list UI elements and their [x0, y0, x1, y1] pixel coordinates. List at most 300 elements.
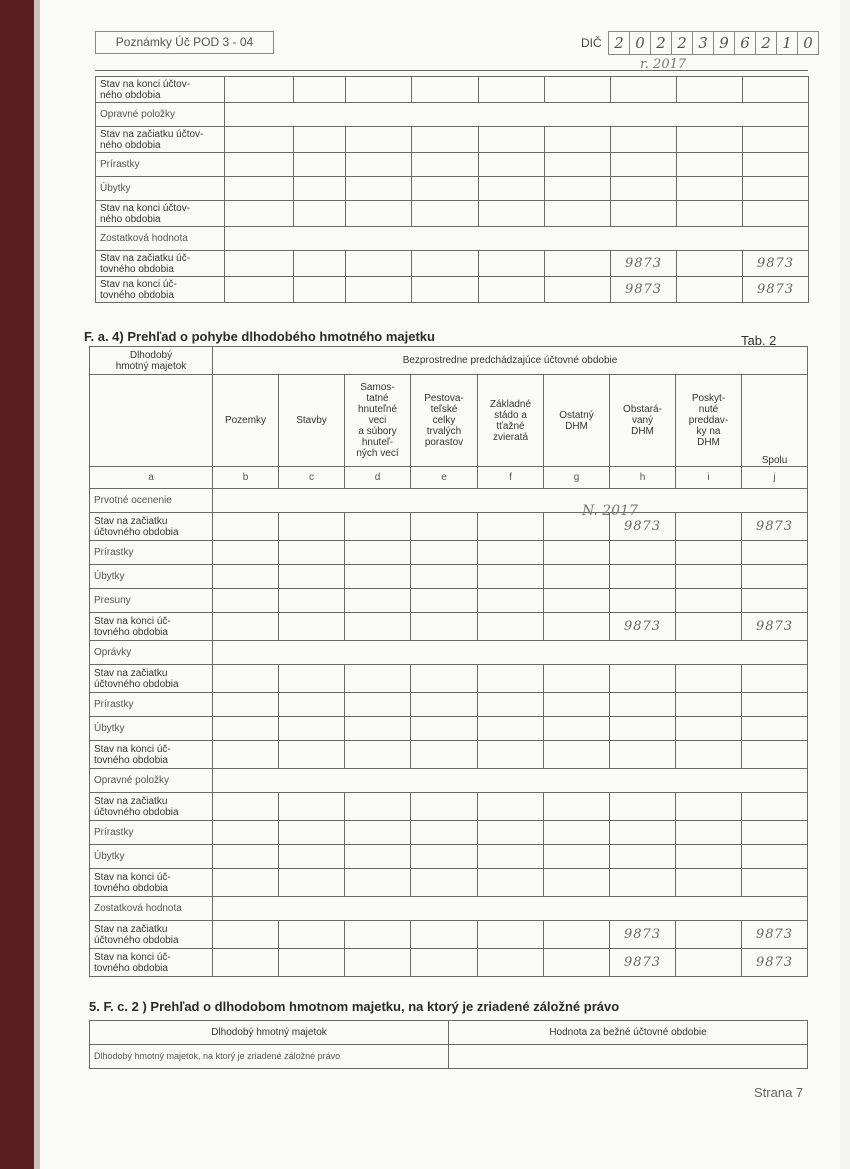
- cell-c[interactable]: [279, 589, 345, 613]
- cell-d[interactable]: [345, 513, 411, 541]
- cell-d[interactable]: [346, 277, 412, 303]
- cell-c[interactable]: [279, 845, 345, 869]
- cell-g[interactable]: [544, 565, 610, 589]
- table-row: [90, 769, 808, 793]
- cell-c[interactable]: [279, 793, 345, 821]
- row-label: Úbytky: [90, 717, 213, 741]
- dic-digit-box[interactable]: 0: [629, 31, 651, 55]
- cell-i[interactable]: [676, 949, 742, 977]
- cell-f[interactable]: [478, 845, 544, 869]
- cell-j[interactable]: [742, 793, 808, 821]
- column-letter: h: [610, 467, 676, 489]
- cell-d[interactable]: [345, 565, 411, 589]
- cell-d[interactable]: [345, 665, 411, 693]
- cell-j[interactable]: [743, 201, 809, 227]
- cell-g[interactable]: [545, 277, 611, 303]
- cell-d[interactable]: [346, 251, 412, 277]
- period-header: Bezprostredne predchádzajúce účtovné obdobie: [213, 347, 808, 375]
- cell-c[interactable]: [294, 77, 346, 103]
- row-label: Stav na začiatku účtov- ného obdobia: [96, 127, 225, 153]
- column-header-row: [90, 375, 808, 467]
- cell-b[interactable]: [213, 541, 279, 565]
- dic-label: DIČ: [581, 36, 602, 50]
- cell-f[interactable]: [478, 665, 544, 693]
- cell-c[interactable]: [279, 565, 345, 589]
- cell-g[interactable]: [544, 613, 610, 641]
- cell-g[interactable]: [545, 177, 611, 201]
- cell-h[interactable]: 9873: [610, 613, 676, 641]
- column-header: Samos- tatné hnuteľné veci a súbory hnuteľ- ných vecí: [345, 375, 411, 467]
- cell-f[interactable]: [479, 77, 545, 103]
- cell-b[interactable]: [213, 845, 279, 869]
- pledge-table: [89, 1020, 808, 1069]
- cell-c[interactable]: [279, 921, 345, 949]
- cell-b[interactable]: [213, 821, 279, 845]
- cell-f[interactable]: [478, 821, 544, 845]
- column-letter: a: [90, 467, 213, 489]
- tab-label: Tab. 2: [741, 333, 777, 348]
- cell-i[interactable]: [676, 921, 742, 949]
- cell-b[interactable]: [225, 77, 294, 103]
- cell-e[interactable]: [411, 821, 478, 845]
- cell-h[interactable]: [610, 541, 676, 565]
- cell-f[interactable]: [479, 251, 545, 277]
- cell-d[interactable]: [345, 741, 411, 769]
- cell-c[interactable]: [294, 153, 346, 177]
- cell-c[interactable]: [279, 541, 345, 565]
- cell-j[interactable]: [742, 717, 808, 741]
- table-row: [90, 717, 808, 741]
- cell-c[interactable]: [279, 513, 345, 541]
- table-row: [90, 921, 808, 949]
- cell-g[interactable]: [545, 251, 611, 277]
- table-row: [90, 845, 808, 869]
- cell-d[interactable]: [345, 921, 411, 949]
- cell-e[interactable]: [412, 277, 479, 303]
- table-row: [96, 277, 809, 303]
- table-row: [96, 103, 809, 127]
- cell-f[interactable]: [478, 949, 544, 977]
- pledge-col2-header: Hodnota za bežné účtovné obdobie: [449, 1021, 808, 1045]
- cell-g[interactable]: [544, 541, 610, 565]
- binding-edge: [0, 0, 34, 1169]
- cell-f[interactable]: [478, 717, 544, 741]
- cell-i[interactable]: [676, 541, 742, 565]
- table-row: [90, 613, 808, 641]
- cell-h[interactable]: [610, 665, 676, 693]
- column-letter: f: [478, 467, 544, 489]
- table-row: [90, 869, 808, 897]
- cell-b[interactable]: [213, 869, 279, 897]
- cell-f[interactable]: [478, 513, 544, 541]
- cell-i[interactable]: [676, 613, 742, 641]
- cell-d[interactable]: [346, 153, 412, 177]
- cell-i[interactable]: [676, 513, 742, 541]
- cell-d[interactable]: [346, 201, 412, 227]
- cell-c[interactable]: [279, 821, 345, 845]
- cell-b[interactable]: [225, 127, 294, 153]
- cell-e[interactable]: [412, 177, 479, 201]
- cell-f[interactable]: [479, 201, 545, 227]
- cell-h[interactable]: [611, 201, 677, 227]
- cell-h[interactable]: [610, 845, 676, 869]
- cell-i[interactable]: [676, 845, 742, 869]
- table-row: [90, 489, 808, 513]
- cell-g[interactable]: [544, 717, 610, 741]
- cell-b[interactable]: [213, 793, 279, 821]
- cell-g[interactable]: [544, 693, 610, 717]
- column-header: Pestova- teľské celky trvalých porastov: [411, 375, 478, 467]
- table-row: [96, 127, 809, 153]
- cell-d[interactable]: [345, 869, 411, 897]
- cell-h[interactable]: [610, 693, 676, 717]
- cell-d[interactable]: [345, 845, 411, 869]
- row-label: Stav na začiatku účtovného obdobia: [90, 921, 213, 949]
- cell-j[interactable]: [742, 665, 808, 693]
- dic-digit-box[interactable]: 2: [755, 31, 777, 55]
- header-divider: [95, 70, 808, 71]
- cell-i[interactable]: [677, 153, 743, 177]
- cell-c[interactable]: [294, 251, 346, 277]
- cell-b[interactable]: [213, 513, 279, 541]
- cell-i[interactable]: [676, 869, 742, 897]
- section-row-fill: [225, 103, 809, 127]
- cell-g[interactable]: [545, 127, 611, 153]
- cell-h[interactable]: [611, 177, 677, 201]
- row-label: Stav na začiatku účtovného obdobia: [90, 513, 213, 541]
- cell-j[interactable]: 9873: [742, 613, 808, 641]
- row-label: Stav na konci úč- tovného obdobia: [90, 949, 213, 977]
- cell-b[interactable]: [213, 565, 279, 589]
- form-id: Poznámky Úč POD 3 - 04: [95, 31, 274, 54]
- cell-b[interactable]: [225, 153, 294, 177]
- cell-d[interactable]: [345, 793, 411, 821]
- column-letter: d: [345, 467, 411, 489]
- dic-boxes: [608, 31, 818, 55]
- cell-i[interactable]: [676, 741, 742, 769]
- table-row: [96, 77, 809, 103]
- cell-h[interactable]: [610, 821, 676, 845]
- cell-f[interactable]: [478, 793, 544, 821]
- cell-e[interactable]: [412, 77, 479, 103]
- table-row: [90, 949, 808, 977]
- dic-digit-box[interactable]: 0: [797, 31, 819, 55]
- pledge-row-label: Dlhodobý hmotný majetok, na ktorý je zriadené záložné právo: [90, 1045, 449, 1069]
- cell-h[interactable]: [610, 869, 676, 897]
- row-label: Opravné položky: [90, 769, 213, 793]
- cell-b[interactable]: [213, 949, 279, 977]
- cell-e[interactable]: [411, 541, 478, 565]
- cell-c[interactable]: [294, 127, 346, 153]
- cell-g[interactable]: [544, 793, 610, 821]
- row-label: Presuny: [90, 589, 213, 613]
- cell-c[interactable]: [279, 741, 345, 769]
- cell-j[interactable]: [743, 153, 809, 177]
- cell-f[interactable]: [478, 741, 544, 769]
- cell-h[interactable]: [611, 127, 677, 153]
- cell-h[interactable]: 9873: [611, 277, 677, 303]
- cell-d[interactable]: [346, 177, 412, 201]
- column-header: Ostatný DHM: [544, 375, 610, 467]
- section-row-fill: [213, 641, 808, 665]
- cell-e[interactable]: [411, 741, 478, 769]
- cell-b[interactable]: [213, 693, 279, 717]
- section-row-fill: [213, 489, 808, 513]
- dic-digit-box[interactable]: 6: [734, 31, 756, 55]
- cell-g[interactable]: [544, 869, 610, 897]
- cell-c[interactable]: [279, 613, 345, 641]
- cell-g[interactable]: [544, 665, 610, 693]
- cell-j[interactable]: [742, 741, 808, 769]
- dic-digit-box[interactable]: 9: [713, 31, 735, 55]
- cell-h[interactable]: 9873: [610, 513, 676, 541]
- section-5-title: 5. F. c. 2 ) Prehľad o dlhodobom hmotnom majetku, na ktorý je zriadené záložné právo: [89, 999, 620, 1014]
- row-label: Prírastky: [90, 541, 213, 565]
- cell-d[interactable]: [345, 821, 411, 845]
- cell-i[interactable]: [676, 693, 742, 717]
- cell-c[interactable]: [294, 201, 346, 227]
- cell-f[interactable]: [478, 565, 544, 589]
- cell-b[interactable]: [213, 665, 279, 693]
- cell-f[interactable]: [479, 277, 545, 303]
- cell-h[interactable]: [610, 793, 676, 821]
- row-label: Prírastky: [90, 821, 213, 845]
- dic-digit-box[interactable]: 3: [692, 31, 714, 55]
- cell-e[interactable]: [411, 613, 478, 641]
- handwritten-year-note: N. 2017: [582, 503, 638, 519]
- cell-j[interactable]: [742, 589, 808, 613]
- cell-g[interactable]: [544, 949, 610, 977]
- cell-e[interactable]: [411, 565, 478, 589]
- cell-b[interactable]: [225, 277, 294, 303]
- cell-c[interactable]: [294, 277, 346, 303]
- letter-row: [90, 467, 808, 489]
- row-label: Zostatková hodnota: [96, 227, 225, 251]
- cell-j[interactable]: [743, 127, 809, 153]
- cell-e[interactable]: [412, 153, 479, 177]
- table-row: [96, 177, 809, 201]
- cell-d[interactable]: [345, 613, 411, 641]
- cell-e[interactable]: [411, 921, 478, 949]
- pledge-row-value[interactable]: [449, 1045, 808, 1069]
- row-label: Úbytky: [90, 565, 213, 589]
- cell-f[interactable]: [478, 869, 544, 897]
- cell-h[interactable]: [611, 77, 677, 103]
- column-header: Obstará- vaný DHM: [610, 375, 676, 467]
- row-label: Stav na konci úč- tovného obdobia: [90, 741, 213, 769]
- cell-c[interactable]: [279, 693, 345, 717]
- pledge-col1-header: Dlhodobý hmotný majetok: [90, 1021, 449, 1045]
- column-letter: i: [676, 467, 742, 489]
- column-header: Pozemky: [213, 375, 279, 467]
- cell-b[interactable]: [213, 589, 279, 613]
- row-label: Prírastky: [90, 693, 213, 717]
- cell-j[interactable]: [742, 693, 808, 717]
- cell-i[interactable]: [676, 793, 742, 821]
- cell-e[interactable]: [411, 869, 478, 897]
- cell-g[interactable]: [544, 921, 610, 949]
- cell-j[interactable]: 9873: [742, 949, 808, 977]
- cell-c[interactable]: [279, 717, 345, 741]
- row-label: Úbytky: [90, 845, 213, 869]
- table-row: [90, 821, 808, 845]
- cell-f[interactable]: [479, 153, 545, 177]
- table-row: [90, 793, 808, 821]
- cell-b[interactable]: [225, 177, 294, 201]
- cell-j[interactable]: [743, 177, 809, 201]
- cell-b[interactable]: [213, 741, 279, 769]
- section-row-fill: [213, 769, 808, 793]
- column-header: Základné stádo a tťažné zvieratá: [478, 375, 544, 467]
- cell-f[interactable]: [479, 177, 545, 201]
- corner-blank: [90, 375, 213, 467]
- cell-b[interactable]: [213, 921, 279, 949]
- cell-i[interactable]: [677, 201, 743, 227]
- cell-d[interactable]: [345, 589, 411, 613]
- table-row: [90, 693, 808, 717]
- cell-j[interactable]: [742, 869, 808, 897]
- cell-e[interactable]: [411, 513, 478, 541]
- dic-digit-box[interactable]: 2: [650, 31, 672, 55]
- column-letter: g: [544, 467, 610, 489]
- cell-h[interactable]: 9873: [610, 949, 676, 977]
- dic-digit-box[interactable]: 2: [608, 31, 630, 55]
- row-label: Stav na začiatku účtovného obdobia: [90, 793, 213, 821]
- cell-i[interactable]: [676, 665, 742, 693]
- cell-i[interactable]: [677, 277, 743, 303]
- row-label: Stav na konci účtov- ného obdobia: [96, 77, 225, 103]
- cell-e[interactable]: [411, 665, 478, 693]
- cell-b[interactable]: [213, 717, 279, 741]
- cell-i[interactable]: [677, 77, 743, 103]
- cell-j[interactable]: 9873: [742, 513, 808, 541]
- cell-d[interactable]: [345, 693, 411, 717]
- cell-h[interactable]: [610, 717, 676, 741]
- cell-e[interactable]: [411, 793, 478, 821]
- table-row: [90, 565, 808, 589]
- cell-c[interactable]: [279, 949, 345, 977]
- section-f-title: F. a. 4) Prehľad o pohybe dlhodobého hmotného majetku: [84, 329, 435, 344]
- cell-h[interactable]: [610, 565, 676, 589]
- cell-f[interactable]: [478, 921, 544, 949]
- cell-e[interactable]: [411, 949, 478, 977]
- table-row: [90, 589, 808, 613]
- column-letter: b: [213, 467, 279, 489]
- cell-h[interactable]: [610, 741, 676, 769]
- cell-f[interactable]: [478, 541, 544, 565]
- cell-i[interactable]: [676, 821, 742, 845]
- column-header: Stavby: [279, 375, 345, 467]
- column-header: Poskyt- nuté preddav- ky na DHM: [676, 375, 742, 467]
- cell-b[interactable]: [225, 201, 294, 227]
- cell-h[interactable]: 9873: [611, 251, 677, 277]
- page-number: Strana 7: [754, 1085, 804, 1100]
- cell-j[interactable]: [743, 77, 809, 103]
- cell-j[interactable]: [742, 821, 808, 845]
- cell-j[interactable]: [742, 565, 808, 589]
- header-row: [90, 347, 808, 375]
- cell-f[interactable]: [478, 613, 544, 641]
- cell-d[interactable]: [345, 541, 411, 565]
- cell-c[interactable]: [294, 177, 346, 201]
- table-row: [90, 541, 808, 565]
- cell-e[interactable]: [412, 127, 479, 153]
- row-label: Opravné položky: [96, 103, 225, 127]
- dic-digit-box[interactable]: 2: [671, 31, 693, 55]
- cell-h[interactable]: [610, 589, 676, 613]
- cell-c[interactable]: [279, 665, 345, 693]
- cell-e[interactable]: [411, 589, 478, 613]
- cell-d[interactable]: [346, 77, 412, 103]
- cell-h[interactable]: [611, 153, 677, 177]
- cell-c[interactable]: [279, 869, 345, 897]
- cell-e[interactable]: [411, 693, 478, 717]
- cell-i[interactable]: [676, 565, 742, 589]
- row-label: Zostatková hodnota: [90, 897, 213, 921]
- row-label: Stav na začiatku účtovného obdobia: [90, 665, 213, 693]
- cell-d[interactable]: [346, 127, 412, 153]
- cell-j[interactable]: 9873: [743, 277, 809, 303]
- cell-i[interactable]: [677, 177, 743, 201]
- cell-e[interactable]: [412, 251, 479, 277]
- cell-i[interactable]: [677, 127, 743, 153]
- cell-e[interactable]: [411, 845, 478, 869]
- row-label: Oprávky: [90, 641, 213, 665]
- section-row-fill: [213, 897, 808, 921]
- cell-j[interactable]: 9873: [742, 921, 808, 949]
- cell-f[interactable]: [478, 693, 544, 717]
- table-row: [96, 153, 809, 177]
- table-row: [96, 227, 809, 251]
- cell-j[interactable]: [742, 541, 808, 565]
- row-label: Stav na začiatku úč- tovného obdobia: [96, 251, 225, 277]
- cell-e[interactable]: [412, 201, 479, 227]
- cell-e[interactable]: [411, 717, 478, 741]
- cell-g[interactable]: [544, 845, 610, 869]
- cell-f[interactable]: [479, 127, 545, 153]
- cell-g[interactable]: [545, 201, 611, 227]
- year-note: r. 2017: [640, 57, 687, 72]
- cell-d[interactable]: [345, 717, 411, 741]
- table-row: [90, 665, 808, 693]
- cell-g[interactable]: [544, 741, 610, 769]
- table-row: [90, 641, 808, 665]
- table-row: [90, 513, 808, 541]
- cell-h[interactable]: 9873: [610, 921, 676, 949]
- cell-g[interactable]: [545, 153, 611, 177]
- cell-j[interactable]: 9873: [743, 251, 809, 277]
- column-letter: j: [742, 467, 808, 489]
- row-label: Stav na konci úč- tovného obdobia: [90, 613, 213, 641]
- row-label: Stav na konci úč- tovného obdobia: [90, 869, 213, 897]
- cell-d[interactable]: [345, 949, 411, 977]
- row-label: Stav na konci účtov- ného obdobia: [96, 201, 225, 227]
- cell-b[interactable]: [225, 251, 294, 277]
- cell-f[interactable]: [478, 589, 544, 613]
- cell-g[interactable]: [544, 821, 610, 845]
- corner-header: Dlhodobý hmotný majetok: [90, 347, 213, 375]
- cell-i[interactable]: [676, 717, 742, 741]
- cell-g[interactable]: [545, 77, 611, 103]
- row-label: Prírastky: [96, 153, 225, 177]
- cell-i[interactable]: [677, 251, 743, 277]
- cell-i[interactable]: [676, 589, 742, 613]
- dic-digit-box[interactable]: 1: [776, 31, 798, 55]
- cell-b[interactable]: [213, 613, 279, 641]
- cell-g[interactable]: [544, 589, 610, 613]
- column-letter: c: [279, 467, 345, 489]
- cell-j[interactable]: [742, 845, 808, 869]
